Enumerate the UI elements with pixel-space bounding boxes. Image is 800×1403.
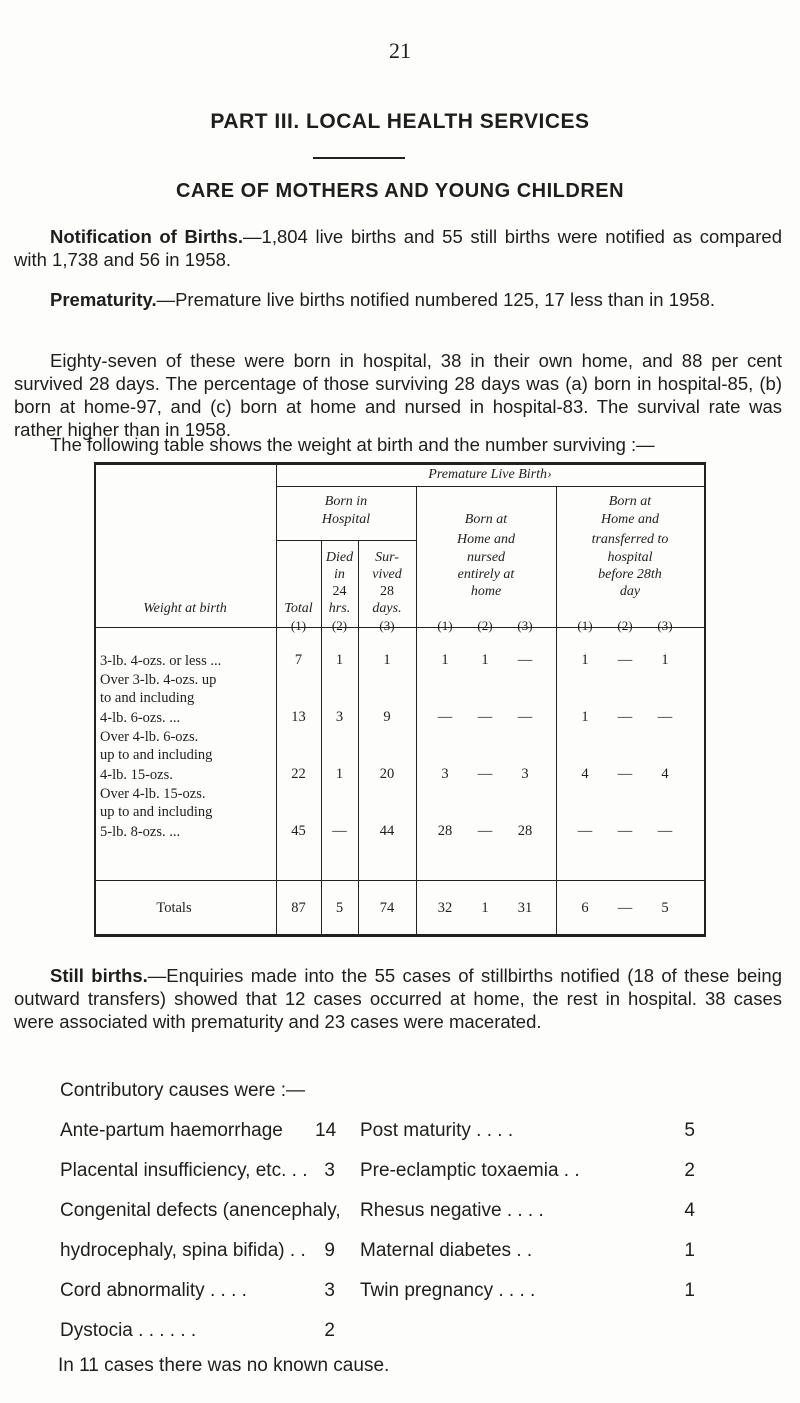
col-survived-4: days. [372, 601, 402, 616]
total-died: 5 [335, 900, 344, 916]
cause-left-value: 9 [324, 1240, 335, 1261]
cell-home-1: 28 [437, 823, 453, 839]
cause-right-label: Twin pregnancy . . . . [360, 1280, 536, 1301]
cell-survived: 1 [383, 652, 391, 668]
cause-right-label: Maternal diabetes . . [360, 1240, 533, 1261]
prematurity-text: —Premature live births notified numbered 125, 17 less than in 1958. [156, 289, 715, 310]
group-transferred-5: before 28th [598, 567, 662, 582]
cause-right-value: 5 [684, 1120, 695, 1141]
group-home-5: home [470, 584, 502, 599]
col-died-5: (2) [331, 618, 348, 633]
cause-right-label: Pre-eclamptic toxaemia . . [360, 1160, 580, 1181]
cell-home-3: — [517, 652, 533, 668]
row-label: 3-lb. 4-ozs. or less ... [100, 653, 222, 669]
cell-home-2: 1 [481, 652, 489, 668]
cell-home-1: — [437, 709, 453, 725]
still-births-lead: Still births. [50, 965, 148, 986]
cell-tr-1: — [577, 823, 593, 839]
cell-tr-3: — [657, 709, 673, 725]
table-intro: The following table shows the weight at birth and the number surviving :— [50, 434, 655, 455]
cause-left-value: 3 [324, 1160, 335, 1181]
cause-left-value: 14 [315, 1120, 337, 1141]
cell-tr-1: 1 [581, 652, 589, 668]
cause-left-label: Placental insufficiency, etc. . . [60, 1160, 308, 1181]
cell-died: 3 [335, 709, 344, 725]
cause-right-value: 4 [684, 1200, 695, 1221]
cell-tr-1: 4 [581, 766, 589, 782]
group-home-1: Born at [464, 512, 508, 527]
total-tr-3: 5 [661, 900, 669, 916]
section-title: CARE OF MOTHERS AND YOUNG CHILDREN [175, 180, 625, 202]
total-home-3: 31 [517, 900, 533, 916]
cause-left-label: Ante-partum haemorrhage [60, 1120, 283, 1141]
still-births-text: —Enquiries made into the 55 cases of stillbirths notified (18 of these being outward transfers) showed that 12 cases occurred at home, the rest in hospital. 38 cases were associated with prematurity and 23 cases were macerated. [14, 965, 782, 1032]
cell-died: — [332, 823, 347, 839]
group-home-3: nursed [466, 550, 506, 565]
cell-tr-3: 4 [661, 766, 669, 782]
row-label: up to and including [100, 804, 213, 820]
notification-lead: Notification of Births. [50, 226, 244, 247]
cell-home-2: — [477, 823, 493, 839]
col-survived-2: vived [372, 567, 402, 582]
group-transferred-6: day [619, 584, 641, 599]
row-label: 4-lb. 15-ozs. [100, 767, 173, 783]
col-survived-3: 28 [380, 584, 394, 599]
cause-left-label: Dystocia . . . . . . [60, 1320, 197, 1341]
row-label: Over 3-lb. 4-ozs. up [100, 672, 217, 688]
cell-survived: 44 [379, 823, 395, 839]
cell-tr-3: 1 [661, 652, 669, 668]
total-survived: 74 [379, 900, 395, 916]
table-caption: Premature Live Birth› [428, 467, 552, 482]
home-sub-2: (2) [477, 618, 493, 633]
cell-home-2: — [477, 709, 493, 725]
group-hospital-line2: Hospital [321, 512, 371, 527]
row-label: up to and including [100, 747, 213, 763]
cell-tr-2: — [617, 823, 633, 839]
row-label: Over 4-lb. 15-ozs. [100, 786, 206, 802]
col-survived-5: (3) [379, 618, 395, 633]
cause-left-value: 2 [324, 1320, 335, 1341]
cell-tr-1: 1 [581, 709, 589, 725]
col-total-number: (1) [290, 618, 307, 633]
cause-left-label: hydrocephaly, spina bifida) . . [60, 1240, 306, 1261]
home-sub-3: (3) [517, 618, 533, 633]
col-died-1: Died [325, 550, 354, 565]
causes-intro: Contributory causes were :— [60, 1080, 305, 1101]
cell-total: 7 [294, 652, 303, 668]
group-home-4: entirely at [457, 567, 515, 582]
cell-home-1: 1 [441, 652, 449, 668]
cell-survived: 9 [383, 709, 391, 725]
cell-home-3: — [517, 709, 533, 725]
row-label: 4-lb. 6-ozs. ... [100, 710, 181, 726]
total-tr-1: 6 [581, 900, 589, 916]
cell-died: 1 [335, 652, 344, 668]
col-total-label: Total [284, 601, 313, 616]
transferred-sub-3: (3) [657, 618, 673, 633]
cause-right-label: Rhesus negative . . . . [360, 1200, 544, 1221]
group-home-2: Home and [457, 532, 515, 547]
page-number: 21 [389, 38, 411, 63]
group-transferred-1: Born at [608, 494, 652, 509]
group-transferred-4: hospital [607, 550, 653, 565]
transferred-sub-1: (1) [577, 618, 593, 633]
total-total: 87 [291, 900, 306, 916]
cell-home-3: 3 [521, 766, 529, 782]
row-label: 5-lb. 8-ozs. ... [100, 824, 181, 840]
weight-header: Weight at birth [143, 601, 227, 616]
cause-right-value: 1 [684, 1280, 695, 1301]
group-transferred-3: transferred to [591, 532, 669, 547]
cell-tr-2: — [617, 652, 633, 668]
part-title: PART III. LOCAL HEALTH SERVICES [210, 110, 590, 133]
cell-home-1: 3 [441, 766, 449, 782]
cause-right-label: Post maturity . . . . [360, 1120, 514, 1141]
totals-label: Totals [156, 900, 192, 916]
cell-home-2: — [477, 766, 493, 782]
col-died-4: hrs. [328, 601, 351, 616]
group-transferred-2: Home and [601, 512, 659, 527]
cell-tr-3: — [657, 823, 673, 839]
cause-left-label: Cord abnormality . . . . [60, 1280, 247, 1301]
cell-total: 13 [291, 709, 306, 725]
notification-text: —1,804 live births and 55 still births were notified as compared with 1,738 and 56 in 1958. [14, 226, 783, 270]
cell-home-3: 28 [517, 823, 533, 839]
cause-left-label: Congenital defects (anencephaly, [60, 1200, 341, 1221]
home-sub-1: (1) [437, 618, 453, 633]
cell-tr-2: — [617, 709, 633, 725]
closing-line: In 11 cases there was no known cause. [58, 1355, 390, 1376]
row-label: to and including [100, 690, 195, 706]
group-hospital-line1: Born in [324, 494, 368, 509]
contributory-causes [60, 0, 780, 1403]
transferred-sub-2: (2) [617, 618, 633, 633]
cell-total: 22 [291, 766, 306, 782]
row-label: Over 4-lb. 6-ozs. [100, 729, 199, 745]
prematurity-lead: Prematurity. [50, 289, 157, 310]
col-died-2: in [334, 567, 345, 582]
hospital-paragraph: Eighty-seven of these were born in hospital, 38 in their own home, and 88 per cent survived 28 days. The percentage of those surviving 28 days was (a) born in hospital-85, (b) born at home-97, and (c) born at home and nursed in hospital-83. The survival rate was rather higher than in 1958. [14, 350, 782, 440]
cause-left-value: 3 [324, 1280, 335, 1301]
total-home-1: 32 [437, 900, 453, 916]
total-home-2: 1 [481, 900, 489, 916]
col-survived-1: Sur- [375, 550, 399, 565]
col-died-3: 24 [332, 584, 347, 599]
cell-total: 45 [291, 823, 306, 839]
cell-died: 1 [335, 766, 344, 782]
cause-right-value: 1 [684, 1240, 695, 1261]
cell-tr-2: — [617, 766, 633, 782]
cause-right-value: 2 [684, 1160, 695, 1181]
cell-survived: 20 [379, 766, 395, 782]
total-tr-2: — [617, 900, 633, 916]
